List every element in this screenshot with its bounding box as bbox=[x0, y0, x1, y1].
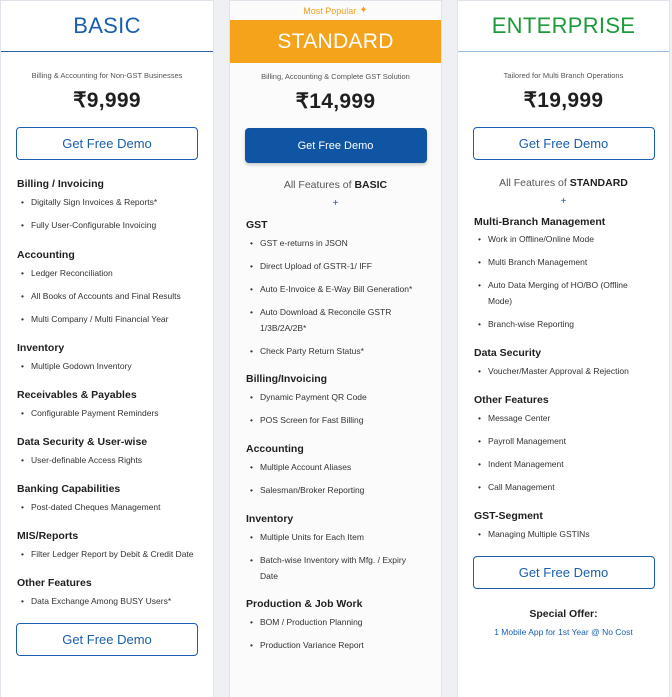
feature-section bbox=[17, 577, 197, 609]
feature-list bbox=[1, 178, 213, 609]
plan-subtitle: Tailored for Multi Branch Operations bbox=[503, 71, 624, 80]
plan-price: ₹9,999 bbox=[73, 89, 141, 112]
plan-title: BASIC bbox=[73, 13, 141, 38]
plan-header bbox=[458, 1, 669, 52]
feature-section bbox=[474, 216, 653, 332]
feature-section bbox=[17, 178, 197, 233]
feature-section-title: Data Security bbox=[474, 347, 542, 359]
feature-item: • Dynamic Payment QR Code bbox=[246, 389, 425, 405]
feature-section-title: Inventory bbox=[17, 342, 65, 354]
feature-section-title: Banking Capabilities bbox=[17, 483, 121, 495]
feature-item: • BOM / Production Planning bbox=[246, 614, 425, 630]
feature-section bbox=[17, 342, 197, 374]
feature-item: • Filter Ledger Report by Debit & Credit Date bbox=[17, 546, 197, 562]
feature-section bbox=[246, 373, 425, 428]
feature-item: • Post-dated Cheques Management bbox=[17, 499, 197, 515]
plus-separator: + bbox=[332, 198, 339, 209]
feature-section-title: Billing / Invoicing bbox=[17, 178, 104, 190]
plus-separator: + bbox=[560, 196, 567, 207]
feature-item: • Message Center bbox=[474, 410, 653, 426]
feature-section-title: Accounting bbox=[17, 249, 75, 261]
feature-section-title: Multi-Branch Management bbox=[474, 216, 606, 228]
feature-item: • Payroll Management bbox=[474, 433, 653, 449]
feature-item: • Salesman/Broker Reporting bbox=[246, 482, 425, 498]
feature-item: • Multi Branch Management bbox=[474, 254, 653, 270]
feature-item: • Direct Upload of GSTR-1/ IFF bbox=[246, 258, 425, 274]
plan-title: ENTERPRISE bbox=[491, 13, 636, 38]
feature-item: • Multiple Account Aliases bbox=[246, 459, 425, 475]
feature-section bbox=[474, 347, 653, 379]
most-popular-label: Most Popular bbox=[303, 5, 357, 16]
feature-section-title: Other Features bbox=[17, 577, 92, 589]
feature-section bbox=[246, 219, 425, 359]
feature-item: • Auto E-Invoice & E-Way Bill Generation* bbox=[246, 281, 425, 297]
plan-header bbox=[230, 20, 441, 63]
plan-card-standard bbox=[229, 0, 442, 697]
feature-section bbox=[17, 389, 197, 421]
inherited-prefix: All Features of bbox=[283, 179, 355, 191]
most-popular-badge bbox=[230, 1, 441, 20]
feature-item: • Batch-wise Inventory with Mfg. / Expiry Date bbox=[246, 552, 425, 584]
feature-section bbox=[17, 483, 197, 515]
feature-section-title: Receivables & Payables bbox=[17, 389, 137, 401]
feature-section bbox=[246, 443, 425, 498]
feature-section-title: Billing/Invoicing bbox=[246, 373, 328, 385]
get-free-demo-button[interactable]: Get Free Demo bbox=[16, 127, 198, 160]
feature-item: • Ledger Reconciliation bbox=[17, 265, 197, 281]
feature-item: • Check Party Return Status* bbox=[246, 343, 425, 359]
inherited-plan-name: BASIC bbox=[354, 179, 388, 191]
feature-item: • GST e-returns in JSON bbox=[246, 235, 425, 251]
feature-item: • Auto Download & Reconcile GSTR 1/3B/2A/2B* bbox=[246, 304, 425, 336]
feature-item: • Work in Offline/Online Mode bbox=[474, 231, 653, 247]
plan-subtitle: Billing & Accounting for Non-GST Businesses bbox=[31, 71, 183, 80]
feature-section bbox=[246, 513, 425, 584]
feature-list bbox=[458, 216, 669, 542]
feature-item: • Auto Data Merging of HO/BO (Offline Mode) bbox=[474, 277, 653, 309]
feature-item: • Managing Multiple GSTINs bbox=[474, 526, 653, 542]
feature-item: • Multiple Units for Each Item bbox=[246, 529, 425, 545]
plan-card-basic bbox=[0, 0, 214, 697]
feature-item: • Multi Company / Multi Financial Year bbox=[17, 311, 197, 327]
plan-title: STANDARD bbox=[277, 29, 394, 53]
feature-section-title: GST bbox=[246, 219, 268, 231]
feature-item: • POS Screen for Fast Billing bbox=[246, 412, 425, 428]
plan-header bbox=[1, 1, 213, 52]
feature-item: • All Books of Accounts and Final Results bbox=[17, 288, 197, 304]
feature-item: • Data Exchange Among BUSY Users* bbox=[17, 593, 197, 609]
feature-item: • Configurable Payment Reminders bbox=[17, 405, 197, 421]
feature-section bbox=[17, 436, 197, 468]
feature-item: • Production Variance Report bbox=[246, 637, 425, 653]
inherited-features-note bbox=[458, 177, 669, 189]
special-offer-title: Special Offer: bbox=[529, 608, 598, 620]
plan-price: ₹19,999 bbox=[523, 89, 604, 112]
feature-section bbox=[17, 249, 197, 327]
plan-price: ₹14,999 bbox=[295, 90, 376, 113]
feature-section-title: Production & Job Work bbox=[246, 598, 363, 610]
inherited-prefix: All Features of bbox=[499, 177, 570, 189]
feature-item: • Digitally Sign Invoices & Reports* bbox=[17, 194, 197, 210]
get-free-demo-button-bottom[interactable]: Get Free Demo bbox=[16, 623, 198, 656]
feature-item: • Indent Management bbox=[474, 456, 653, 472]
feature-item: • User-definable Access Rights bbox=[17, 452, 197, 468]
feature-item: • Fully User-Configurable Invoicing bbox=[17, 217, 197, 233]
feature-section bbox=[17, 530, 197, 562]
feature-section-title: MIS/Reports bbox=[17, 530, 79, 542]
feature-list bbox=[230, 219, 441, 653]
plan-subtitle: Billing, Accounting & Complete GST Solution bbox=[261, 72, 410, 81]
inherited-plan-name: STANDARD bbox=[569, 177, 628, 189]
plan-card-enterprise bbox=[457, 0, 670, 697]
feature-section-title: Other Features bbox=[474, 394, 549, 406]
feature-section bbox=[474, 394, 653, 495]
feature-section-title: Data Security & User-wise bbox=[17, 436, 148, 448]
feature-section bbox=[474, 510, 653, 542]
get-free-demo-button-bottom[interactable]: Get Free Demo bbox=[473, 556, 655, 589]
get-free-demo-button[interactable]: Get Free Demo bbox=[473, 127, 655, 160]
get-free-demo-button[interactable]: Get Free Demo bbox=[245, 128, 427, 163]
sparkle-icon: ✦ bbox=[359, 4, 368, 16]
feature-item: • Voucher/Master Approval & Rejection bbox=[474, 363, 653, 379]
special-offer-text: 1 Mobile App for 1st Year @ No Cost bbox=[494, 627, 633, 637]
feature-item: • Branch-wise Reporting bbox=[474, 316, 653, 332]
feature-item: • Multiple Godown Inventory bbox=[17, 358, 197, 374]
feature-section-title: Inventory bbox=[246, 513, 294, 525]
feature-section-title: GST-Segment bbox=[474, 510, 543, 522]
feature-section-title: Accounting bbox=[246, 443, 304, 455]
feature-section bbox=[246, 598, 425, 653]
inherited-features-note bbox=[230, 179, 441, 191]
feature-item: • Call Management bbox=[474, 479, 653, 495]
